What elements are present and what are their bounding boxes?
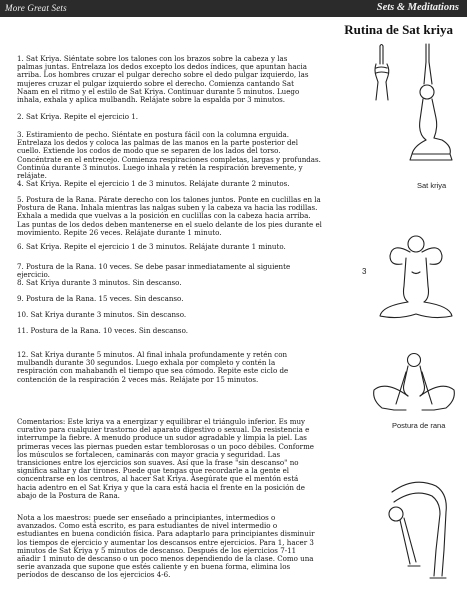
exercise-10-paragraph: 10. Sat Kriya durante 3 minutos. Sin descanso. (17, 310, 187, 319)
exercise-5-paragraph: 5. Postura de la Rana. Párate derecho con los talones juntos. Ponte en cuclillas en la Postura de Rana. Inhala mientras las nalgas suben y la cabeza va hacia las rodillas. Exhala a medida que vuelvas a la posición en cuclillas con la cabeza hacia arriba. Las puntas de los dedos deben mantenerse en el suelo delante de los pies durante el movimiento. Repite 26 veces. Relájate durante 1 minuto. (17, 195, 322, 237)
header-book-title: More Great Sets (5, 3, 67, 13)
teacher-note-paragraph: Nota a los maestros: puede ser enseñado a principiantes, intermedios o avanzados. Como está escrito, es para estudiantes de nivel intermedio o estudiantes en buena condición física. Para adaptarlo para principiantes disminuir los tiempos de ejercicio y aumentar los descansos entre ejercicios. Para 1, hacer 3 minutos de Sat Kriya y 5 minutos de descanso. Después de los ejercicios 7-11 añadir 1 minuto de descanso o un poco menos dependiendo de la clase. Como una serie avanzada que supone que estés caliente y en buena forma, elimina los períodos de descanso de los ejercicios 4-6. (17, 513, 315, 580)
frog-pose-caption: Postura de rana (392, 421, 446, 430)
exercise-2-paragraph: 2. Sat Kriya. Repite el ejercicio 1. (17, 112, 139, 121)
sat-kriya-figure (406, 42, 458, 170)
exercise-12-paragraph: 12. Sat Kriya durante 5 minutos. Al final inhala profundamente y retén con mulbandh durante 30 segundos. Luego exhala por completo y contén la respiración con mahabandh el tiempo que sea cómodo. Repite este ciclo de contención de la respiración 2 veces más. Relájate por 15 minutos. (17, 350, 289, 384)
page-title: Rutina de Sat kriya (344, 22, 453, 37)
exercise-6-paragraph: 6. Sat Kriya. Repite el ejercicio 1 de 3 minutos. Relájate durante 1 minuto. (17, 242, 286, 251)
exercise-4-paragraph: 4. Sat Kriya. Repite el ejercicio 1 de 3 minutos. Relájate durante 2 minutos. (17, 179, 290, 188)
exercise-8-paragraph: 8. Sat Kriya durante 3 minutos. Sin descanso. (17, 278, 182, 287)
exercise-7-paragraph: 7. Postura de la Rana. 10 veces. Se debe pasar inmediatamente al siguiente ejercicio. (17, 262, 291, 280)
sat-kriya-caption: Sat kriya (417, 181, 447, 190)
header-section-title: Sets & Meditations (376, 2, 459, 13)
chest-stretch-figure-number: 3 (362, 267, 367, 276)
exercise-9-paragraph: 9. Postura de la Rana. 15 veces. Sin descanso. (17, 294, 184, 303)
sat-kriya-hands-figure (366, 42, 398, 102)
chest-stretch-figure (368, 228, 464, 324)
comments-paragraph: Comentarios: Este kriya va a energizar y equilibrar el triángulo inferior. Es muy curativo para cualquier trastorno del aparato digestivo o sexual. Da resistencia e interrumpe la fiebre. A menudo produce un sudor agradable y limpia la piel. Las primeras veces las piernas pueden estar temblorosas o un poco débiles. Conforme los músculos se fortalecen, caminarás con mayor gracia y seguridad. Las transiciones entre los ejercicios son suaves. Así que la frase "sin descanso" no significa saltar y dar tirones. Puede que tengas que recordarle a la gente el concentrarse en los centros, al hacer Sat Kriya. Asegúrate que el mentón está hacia adentro en el Sat Kriya y que la cara está hacia el frente en la posición de abajo de la Postura de Rana. (17, 417, 314, 500)
exercise-11-paragraph: 11. Postura de la Rana. 10 veces. Sin descanso. (17, 326, 188, 335)
exercise-1-paragraph: 1. Sat Kriya. Siéntate sobre los talones con los brazos sobre la cabeza y las palmas juntas. Entrelaza los dedos excepto los dedos índices, que apuntan hacia arriba. Los hombres cruzar el pulgar derecho sobre el dedo pulgar izquierdo, las mujeres cruzar el pulgar izquierdo sobre el derecho. Comienza cantando Sat Naam en el ritmo y el estilo de Sat Kriya. Continuar durante 5 minutos. Luego inhala, exhala y aplica mulbandh. Relájate sobre la espalda por 3 minutos. (17, 54, 309, 105)
exercise-3-paragraph: 3. Estiramiento de pecho. Siéntate en postura fácil con la columna erguida. Entrelaza los dedos y coloca las palmas de las manos en la parte posterior del cuello. Extiende los codos de modo que se separen de los lados del torso. Concéntrate en el entrecejo. Comienza respiraciones completas, largas y profundas. Continúa durante 3 minutos. Luego inhala y retén la respiración brevemente, y relájate. (17, 130, 321, 181)
frog-pose-bend-figure (384, 472, 462, 588)
page-header-bar (0, 0, 467, 17)
frog-pose-squat-figure (366, 352, 462, 416)
